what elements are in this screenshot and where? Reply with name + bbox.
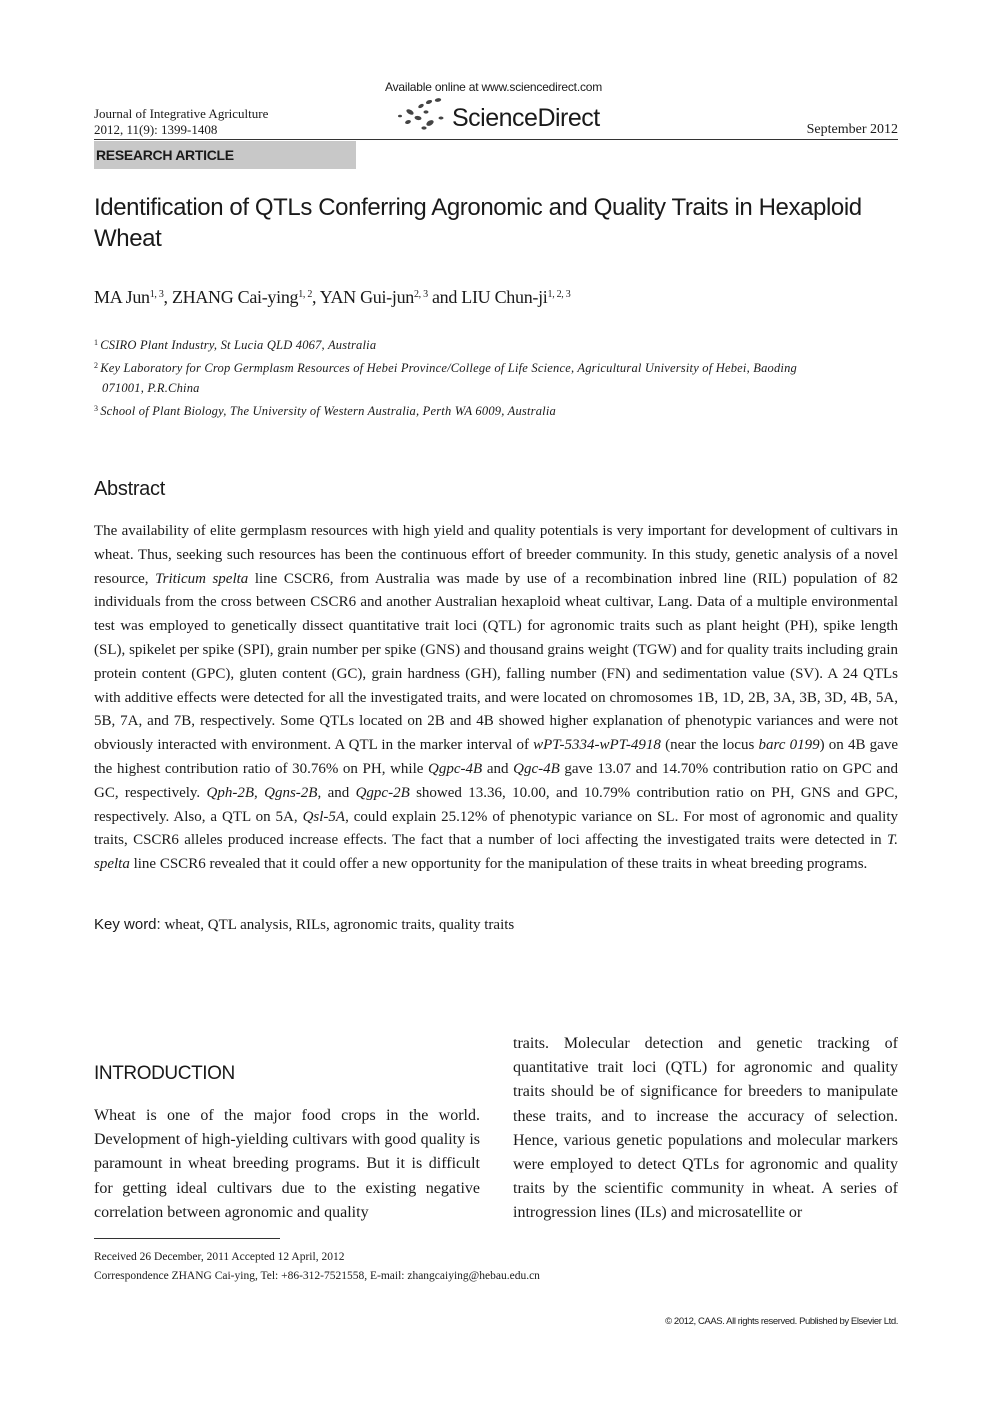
abstract-body: The availability of elite germplasm resources with high yield and quality potentials is very important for development of cultivars in wheat. Thus, seeking such resources has been the continuous effort of breeder community. In this study, genetic analysis of a novel resource, Triticum spelta line CSCR6, from Australia was made by use of a recombination inbred line (RIL) population of 82 individuals from the cross between CSCR6 and another Australian hexaploid wheat cultivar, Lang. Data of a multiple environmental test was employed to genetically dissect quantitative trait loci (QTL) for agronomic traits such as plant height (PH), spike length (SL), spikelet per spike (SPI), grain number per spike (GNS) and thousand grains weight (TGW) and for quality traits including grain protein content (GPC), gluten content (GC), grain hardness (GH), falling number (FN) and sedimentation value (SV). A 24 QTLs with additive effects were detected for all the investigated traits, and were located on chromosomes 1B, 1D, 2B, 3A, 3B, 3D, 4B, 5A, 5B, 7A, and 7B, respectively. Some QTLs located on 2B and 4B showed higher explanation of phenotypic variances and were not obviously interacted with environment. A QTL in the marker interval of wPT-5334-wPT-4918 (near the locus barc 0199) on 4B gave the highest contribution ratio of 30.76% on PH, while Qgpc-4B and Qgc-4B gave 13.07 and 14.70% contribution ratio on GPC and GC, respectively. Qph-2B, Qgns-2B, and Qgpc-2B showed 13.36, 10.00, and 10.79% contribution ratio on PH, GNS and GPC, respectively. Also, a QTL on 5A, Qsl-5A, could explain 25.12% of phenotypic variance on SL. For most of agronomic and quality traits, CSCR6 alleles produced increase effects. The fact that a number of loci affecting the investigated traits were detected in T. spelta line CSCR6 revealed that it could offer a new opportunity for the manipulation of these traits in wheat breeding programs. [94,523,899,873]
journal-citation [94,106,268,138]
keywords-label: Key word: [94,916,161,933]
article-type-badge [94,141,356,169]
author-name: YAN Gui-jun [319,287,414,307]
affiliations [94,333,898,421]
article-title: Identification of QTLs Conferring Agronomic and Quality Traits in Hexaploid Wheat [94,194,862,252]
affiliation-number: 2 [94,360,99,370]
affiliation-continuation: 071001, P.R.China [102,381,200,395]
affiliation-number: 3 [94,403,99,413]
journal-name: Journal of Integrative Agriculture [94,106,269,121]
author-separator: , [312,287,320,307]
affiliation-item [94,333,898,356]
correspondence: Correspondence ZHANG Cai-ying, Tel: +86-312-7521558, E-mail: zhangcaiying@hebau.edu.cn [94,1270,540,1282]
author-affil-sup: 1, 2, 3 [547,289,571,300]
sciencedirect-logo: ScienceDirect [452,104,600,132]
author-affil-sup: 1, 2 [298,289,313,300]
copyright: © 2012, CAAS. All rights reserved. Published by Elsevier Ltd. [665,1316,898,1327]
affiliation-item [94,399,898,422]
author-name: ZHANG Cai-ying [171,287,299,307]
affiliation-text: CSIRO Plant Industry, St Lucia QLD 4067, Australia [100,338,377,352]
keywords-list: wheat, QTL analysis, RILs, agronomic traits, quality traits [160,917,515,933]
author-affil-sup: 1, 3 [149,289,164,300]
author-separator: and [427,287,462,307]
affiliation-number: 1 [94,338,99,347]
header-rule [94,139,898,140]
received-accepted-dates: Received 26 December, 2011 Accepted 12 April, 2012 [94,1251,345,1263]
journal-issue: 2012, 11(9): 1399-1408 [94,122,218,137]
author-affil-sup: 2, 3 [413,289,428,300]
introduction-left-column: Wheat is one of the major food crops in the world. Development of high-yielding cultivars with good quality is paramount in wheat breeding programs. But it is difficult for getting ideal cultivars due to the existing negative correlation between agronomic and quality [94,1107,480,1221]
footnote-rule [94,1238,280,1239]
abstract-heading: Abstract [94,478,165,500]
author-list [94,287,570,308]
article-type-label: RESEARCH ARTICLE [96,147,234,163]
author-separator: , [163,287,172,307]
affiliation-text: Key Laboratory for Crop Germplasm Resources of Hebei Province/College of Life Science, Agricultural University of Hebei, Baoding [100,360,797,375]
keywords [94,916,514,934]
introduction-heading: INTRODUCTION [94,1063,235,1084]
introduction-right-column: traits. Molecular detection and genetic tracking of quantitative trait loci (QTL) for agronomic and quality traits should be of significance for breeders to manipulate these traits, and to increase the accuracy of selection. Hence, various genetic populations and molecular markers were employed to detect QTLs for agronomic and quality traits by the scientific community in wheat. A series of introgression lines (ILs) and microsatellite or [513,1035,898,1222]
affiliation-item [94,356,898,379]
available-online-text[interactable]: Available online at www.sciencedirect.com [385,80,603,94]
author-name: MA Jun [94,287,150,307]
issue-date: September 2012 [806,122,898,137]
author-name: LIU Chun-ji [461,287,548,307]
affiliation-text: School of Plant Biology, The University of Western Australia, Perth WA 6009, Australia [100,403,556,418]
